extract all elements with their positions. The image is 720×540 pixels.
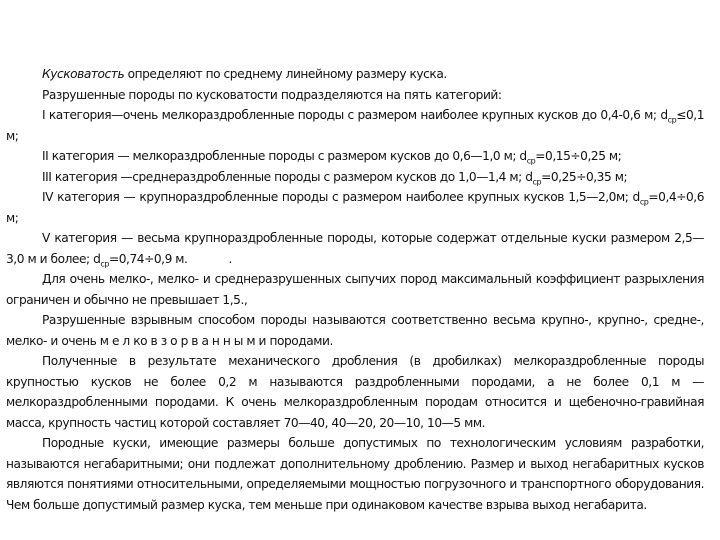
paragraph-intro: Разрушенные породы по кусковатости подразделяются на пять категорий:	[42, 87, 502, 102]
paragraph-category-4: IV категория — крупнораздробленные породы с размером наиболее крупных кусков 1,5—2,0м; $d_{ср}=0,4\div 0,6$ м;	[6, 190, 704, 225]
term-kuskovatost: Кусковатость	[42, 67, 125, 81]
paragraph-category-1: I категория—очень мелкораздробленные породы с размером наиболее крупных кусков до 0,4-0,6 м; $d_{ср}\le 0,1$ м;	[6, 108, 704, 143]
paragraph-crushed: Полученные в результате механического дробления (в дробилках) мелкораздробленные породы крупностью кусков не более 0,2 м называются раздробленными породами, а не более 0,1 м — мелкораздробленными породами. К очень мелкораздробленным породам относится и щебеночно-гравийная масса, крупность частиц которой составляет 70—40, 40—20, 20—10, 10—5 мм.	[6, 354, 704, 430]
paragraph-category-5: V категория — весьма крупнораздробленные породы, которые содержат отдельные куски размером 2,5—3,0 м и более; $d_{ср}=0,74\div 0,9$ м. .	[6, 231, 704, 268]
paragraph-category-3: III категория —среднераздробленные породы с размером кусков до 1,0—1,4 м; $d_{ср}=0,25\div 0,35$ м;	[42, 169, 628, 186]
paragraph-blasted: Разрушенные взрывным способом породы называются соответственно весьма крупно-, крупно-, средне-, мелко- и очень м е л ко в з о р в а н н ы м и породами.	[6, 313, 704, 348]
document-body	[6, 64, 704, 515]
paragraph-loosening: Для очень мелко-, мелко- и среднеразрушенных сыпучих пород максимальный коэффициент разрыхления ограничен и обычно не превышает 1,5.,	[6, 272, 704, 307]
paragraph-oversize: Породные куски, имеющие размеры больше допустимых по технологическим условиям разработки, называются негабаритными; они подлежат дополнительному дроблению. Размер и выход негабаритных кусков являются понятиями относительными, определяемыми мощностью погрузочного и транспортного оборудования. Чем больше допустимый размер куска, тем меньше при одинаковом качестве взрыва выход негабарита.	[6, 436, 704, 512]
paragraph-definition: Кусковатость определяют по среднему линейному размеру куска.	[42, 67, 447, 81]
paragraph-category-2: II категория — мелкораздробленные породы с размером кусков до 0,6—1,0 м; $d_{ср}=0,15\div 0,25$ м;	[42, 149, 622, 166]
